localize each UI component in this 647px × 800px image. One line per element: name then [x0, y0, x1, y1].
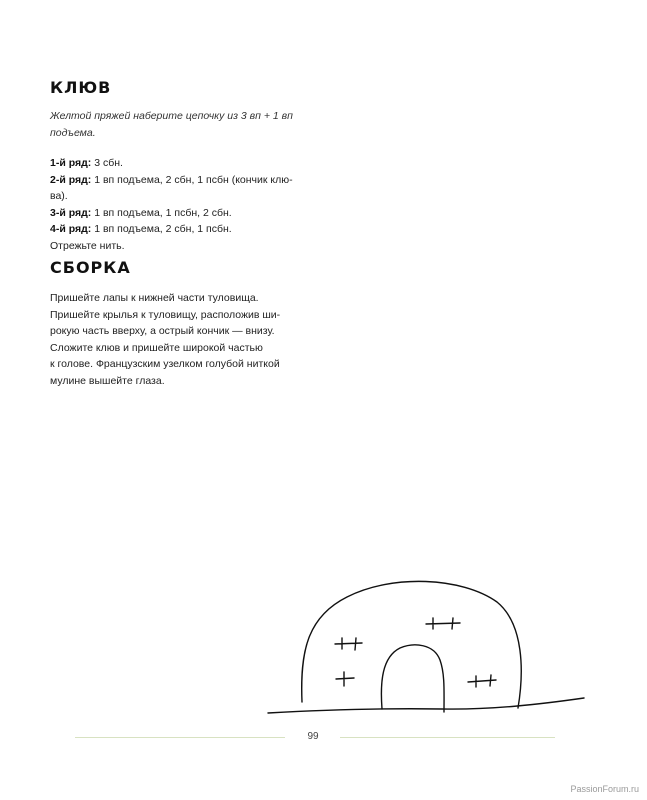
row-text: 1 вп подъема, 2 сбн, 1 псбн.: [91, 223, 232, 235]
beak-rows: [50, 155, 310, 254]
assembly-line: Сложите клюв и пришейте широкой частью: [50, 341, 263, 354]
intro-line: Желтой пряжей наберите цепочку из 3 вп + 1 вп: [50, 110, 293, 122]
watermark: PassionForum.ru: [570, 784, 639, 794]
igloo-icon: [262, 572, 592, 722]
row-label: 1-й ряд:: [50, 157, 92, 169]
page-number: 99: [307, 731, 319, 742]
assembly-heading: СБОРКА: [50, 258, 131, 277]
row-label: 3-й ряд:: [50, 206, 92, 219]
footer-rule-left: [75, 737, 285, 738]
assembly-line: рокую часть вверху, а острый кончик — внизу.: [50, 325, 275, 337]
assembly-section: [50, 258, 310, 389]
footer-rule-right: [340, 737, 555, 738]
beak-section: [50, 78, 310, 254]
beak-intro: [50, 108, 310, 141]
row-label: 4-й ряд:: [50, 223, 92, 235]
beak-closing: Отрежьте нить.: [50, 239, 125, 252]
assembly-line: Пришейте лапы к нижней части туловища.: [50, 292, 259, 304]
row-4: [50, 221, 310, 238]
row-label: 2-й ряд:: [50, 173, 92, 186]
assembly-line: Пришейте крылья к туловищу, расположив ши-: [50, 308, 281, 321]
beak-heading: КЛЮВ: [50, 78, 112, 97]
row-text: 3 сбн.: [91, 157, 123, 169]
row-2-cont: [50, 188, 310, 205]
row-1: [50, 155, 310, 172]
assembly-line: мулине вышейте глаза.: [50, 374, 165, 387]
intro-line: подъема.: [50, 126, 96, 139]
row-text: 1 вп подъема, 1 псбн, 2 сбн.: [91, 206, 232, 219]
assembly-line: к голове. Французским узелком голубой ниткой: [50, 358, 280, 370]
row-2: [50, 172, 310, 189]
assembly-text: [50, 290, 310, 389]
row-text: ва).: [50, 190, 68, 202]
row-3: [50, 205, 310, 222]
row-text: 1 вп подъема, 2 сбн, 1 псбн (кончик клю-: [91, 173, 293, 186]
